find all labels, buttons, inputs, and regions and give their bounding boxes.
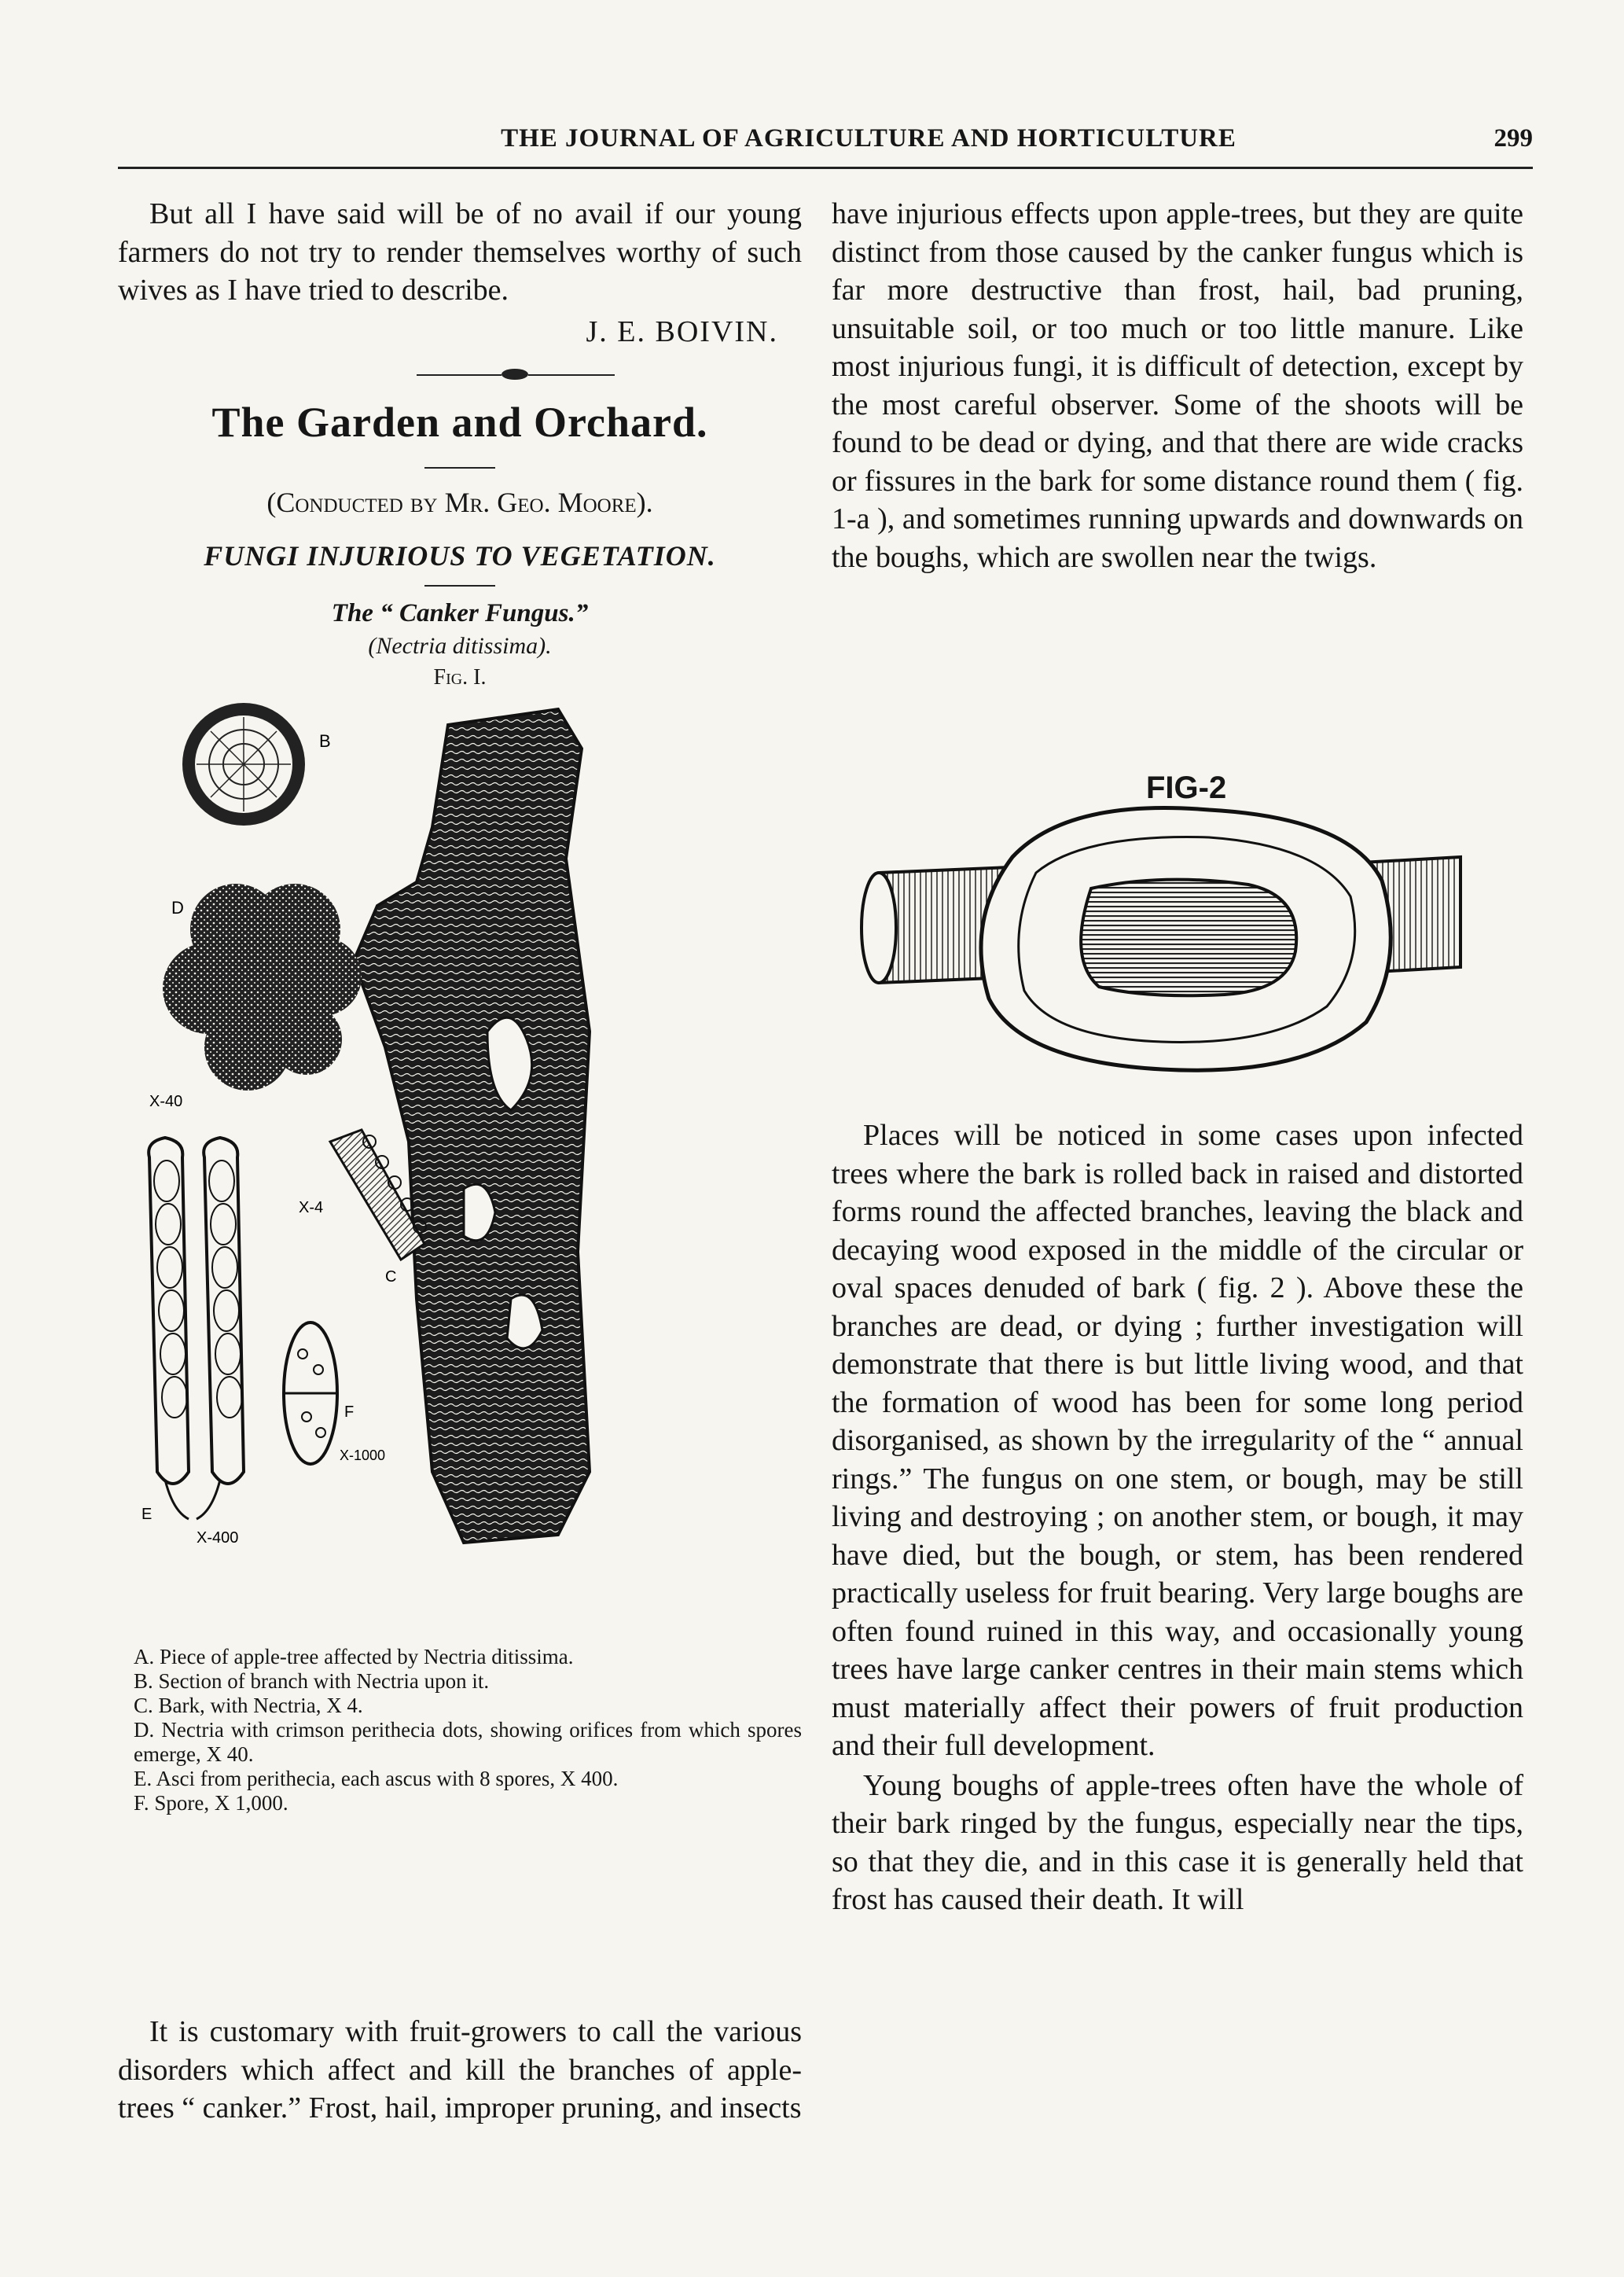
paragraph-young-boughs: Young boughs of apple-trees often have the whole of their bark ringed by the fungus, especially near the tips, so that they die, and in this case it is generally held that frost has caused their death. It will — [832, 1768, 1523, 1916]
figure-2 — [832, 771, 1523, 1109]
right-column — [832, 195, 1523, 576]
paragraph-canker-intro: It is customary with fruit-growers to call the various disorders which affect and kill the branches of apple-trees “ canker.” Frost, hail, improper pruning, and insects — [118, 2015, 802, 2124]
article-subtitle-latin: (Nectria ditissima). — [368, 633, 552, 659]
figure-letter-d: D — [171, 898, 184, 918]
figure-1-label: Fig. I. — [433, 665, 487, 690]
figure-letter-e: E — [141, 1506, 152, 1523]
caption-d: D. Nectria with crimson perithecia dots, showing orifices from which spores emerge, X 40. — [134, 1718, 802, 1766]
apple-tree-branch-a — [354, 709, 590, 1543]
branch-section-b — [182, 703, 305, 826]
section-title: The Garden and Orchard. — [211, 399, 708, 446]
caption-f: F. Spore, X 1,000. — [134, 1791, 288, 1815]
figure-1-illustration — [118, 701, 802, 1815]
spore-f — [284, 1322, 337, 1464]
canker-fungus-illustration — [118, 701, 802, 1637]
magnification-x1000: X-1000 — [340, 1447, 386, 1463]
magnification-x40: X-40 — [149, 1093, 183, 1110]
paragraph-bark-rolled: Places will be noticed in some cases upon infected trees where the bark is rolled back in raised and distorted forms round the affected branches, leaving the black and decaying wood exposed in the middle of the circular or oval spaces denuded of bark ( fig. 2 ). Above these the branches are dead, or dying ; further investigation will demonstrate that there is but little living wood, and that the formation of wood has been for some long period disorganised, as shown by the irregularity of the “ annual rings.” The fungus on one stem, or bough, may be still living and destroying ; on another stem, or bough, it may have died, but the bough, or stem, has been rendered practically useless for fruit bearing. Very large boughs are often found ruined in this way, and occasionally young trees have large canker centres in their main stems which must materially affect their powers of fruit production and their full development. — [832, 1119, 1523, 1762]
left-bottom-paragraph — [118, 2013, 802, 2128]
caption-a: A. Piece of apple-tree affected by Nectria ditissima. — [134, 1645, 574, 1668]
divider — [424, 467, 495, 469]
caption-c: C. Bark, with Nectria, X 4. — [134, 1694, 363, 1717]
page-number: 299 — [1494, 124, 1533, 153]
figure-1-captions — [134, 1645, 802, 1815]
magnification-x400: X-400 — [197, 1529, 239, 1547]
figure-letter-c: C — [385, 1268, 397, 1286]
article-subtitle: The “ Canker Fungus.” — [331, 599, 589, 627]
intro-paragraph: But all I have said will be of no avail if our young farmers do not try to render themselves worthy of such wives as I have tried to describe. — [118, 197, 802, 307]
conducted-by: (Conducted by Mr. Geo. Moore). — [266, 487, 653, 518]
figure-letter-b: B — [319, 731, 331, 751]
left-column — [118, 195, 802, 1815]
canker-branch-illustration — [832, 802, 1523, 1116]
asci-e — [149, 1138, 244, 1519]
page-header — [118, 118, 1533, 165]
figure-2-label: FIG-2 — [1146, 771, 1227, 805]
header-rule — [118, 167, 1533, 169]
caption-e: E. Asci from perithecia, each ascus with 8 spores, X 400. — [134, 1767, 619, 1790]
author-signature: J. E. BOIVIN. — [586, 315, 778, 348]
article-title: FUNGI INJURIOUS TO VEGETATION. — [204, 540, 716, 572]
journal-title: THE JOURNAL OF AGRICULTURE AND HORTICULTURE — [501, 124, 1236, 153]
figure-letter-f: F — [344, 1403, 355, 1421]
divider — [424, 585, 495, 587]
paragraph-canker-effects: have injurious effects upon apple-trees, but they are quite distinct from those caused by the canker fungus which is far more destructive than frost, hail, bad pruning, unsuitable soil, or too much or too little manure. Like most injurious fungi, it is difficult of detection, except by the most careful observer. Some of the shoots will be found to be dead or dying, and that there are wide cracks or fissures in the bark for some distance round them ( fig. 1-a ), and sometimes running upwards and downwards on the boughs, which are swollen near the twigs. — [832, 197, 1523, 574]
section-ornament — [118, 359, 802, 390]
caption-b: B. Section of branch with Nectria upon it. — [134, 1669, 490, 1693]
right-lower-text — [832, 1116, 1523, 1919]
nectria-cluster-d — [163, 884, 362, 1091]
magnification-x4: X-4 — [299, 1199, 324, 1216]
